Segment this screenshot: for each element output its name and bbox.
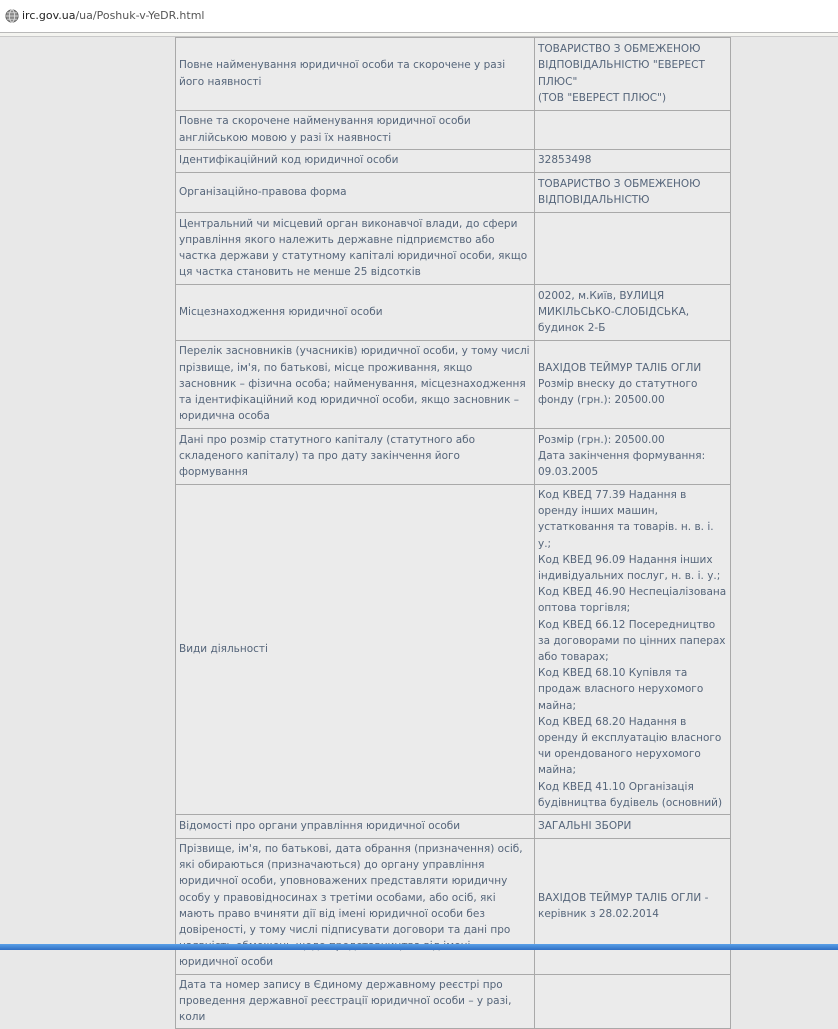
table-row [176,173,731,213]
field-value-line: 02002, м.Київ, ВУЛИЦЯ МИКІЛЬСЬКО-СЛОБІДСЬКА, будинок 2-Б [538,289,690,335]
field-label: Повне найменування юридичної особи та скорочене у разі його наявності [176,38,535,111]
field-value-line: Розмір (грн.): 20500.00 [538,433,665,446]
field-value-line: Код КВЕД 68.20 Надання в оренду й експлуатацію власного чи орендованого нерухомого майна; [538,715,722,777]
field-value-line: ВАХІДОВ ТЕЙМУР ТАЛІБ ОГЛИ - керівник з 28.02.2014 [538,891,709,920]
field-value [535,429,731,485]
field-label: Види діяльності [176,485,535,815]
table-row [176,150,731,173]
field-label: Прізвище, ім'я, по батькові, дата обрання (призначення) осіб, які обираються (призначаються) до органу управління юридичної особи, уповноважених представляти юридичну особу у правовідносинах з третіми особами, або осіб, які мають право вчиняти дії від імені юридичної особи без довіреності, у тому числі підписувати договори та дані про юридичної особи [176,839,535,975]
field-value [535,150,731,173]
field-value-line: ЗАГАЛЬНІ ЗБОРИ [538,819,632,832]
field-value-line: Код КВЕД 41.10 Організація будівництва будівель (основний) [538,780,723,809]
field-value-line: (ТОВ "ЕВЕРЕСТ ПЛЮС") [538,91,667,104]
table-row [176,815,731,839]
field-label: Центральний чи місцевий орган виконавчої влади, до сфери управління якого належить державне підприємство або частка держави у статутному капіталі юридичної особи, якщо ця частка становить не менше 25 відсотків [176,213,535,285]
os-taskbar [0,944,838,950]
table-row [176,213,731,285]
field-value-line: ВАХІДОВ ТЕЙМУР ТАЛІБ ОГЛИ [538,361,702,374]
table-row [176,974,731,1029]
field-label: Відомості про органи управління юридичної особи [176,815,535,839]
field-value [535,111,731,150]
field-value-line: Код КВЕД 66.12 Посередництво за договорами по цінних паперах або товарах; [538,618,726,664]
field-value-line: Код КВЕД 96.09 Надання інших індивідуальних послуг, н. в. і. у.; [538,553,721,583]
field-value [535,341,731,429]
field-label: Дата та номер запису в Єдиному державному реєстрі про проведення державної реєстрації юридичної особи – у разі, коли [176,974,535,1029]
field-label: Ідентифікаційний код юридичної особи [176,150,535,173]
table-row [176,38,731,111]
table-row [176,111,731,150]
browser-address-bar[interactable] [0,0,838,33]
field-value [535,173,731,213]
url-text[interactable] [22,9,204,23]
globe-icon [5,9,19,23]
field-value-line: Код КВЕД 68.10 Купівля та продаж власного нерухомого майна; [538,667,704,712]
field-value [535,839,731,975]
field-value-line: Розмір внеску до статутного фонду (грн.): 20500.00 [538,377,698,407]
field-value [535,285,731,341]
field-value [535,213,731,285]
field-label: Перелік засновників (учасників) юридичної особи, у тому числі прізвище, ім'я, по батькові, місце проживання, якщо засновник – фізична особа; найменування, місцезнаходження та ідентифікаційний код юридичної особи, якщо засновник – юридична особа [176,341,535,429]
field-label: Місцезнаходження юридичної особи [176,285,535,341]
field-label: Дані про розмір статутного капіталу (статутного або складеного капіталу) та про дату закінчення його формування [176,429,535,485]
field-value [535,815,731,839]
table-row [176,429,731,485]
field-value [535,38,731,111]
field-value [535,485,731,815]
field-value-line: ТОВАРИСТВО З ОБМЕЖЕНОЮ ВІДПОВІДАЛЬНІСТЮ [538,177,701,206]
table-row [176,285,731,341]
url-path: /ua/Poshuk-v-YeDR.html [75,9,205,22]
field-value-line: Дата закінчення формування: 09.03.2005 [538,449,706,479]
url-host: irc.gov.ua [22,9,76,22]
registry-table [175,37,731,1029]
field-value-line: Код КВЕД 46.90 Неспеціалізована оптова торгівля; [538,586,727,615]
field-value [535,974,731,1029]
table-row [176,341,731,429]
table-row [176,839,731,975]
field-value-line: ТОВАРИСТВО З ОБМЕЖЕНОЮ ВІДПОВІДАЛЬНІСТЮ "ЕВЕРЕСТ ПЛЮС" [538,43,705,88]
field-value-line: Код КВЕД 77.39 Надання в оренду інших машин, устатковання та товарів. н. в. і. у.; [538,489,714,550]
table-row [176,485,731,815]
field-label: Організаційно-правова форма [176,173,535,213]
field-value-line: 32853498 [538,154,592,167]
field-label: Повне та скорочене найменування юридичної особи англійською мовою у разі їх наявності [176,111,535,150]
